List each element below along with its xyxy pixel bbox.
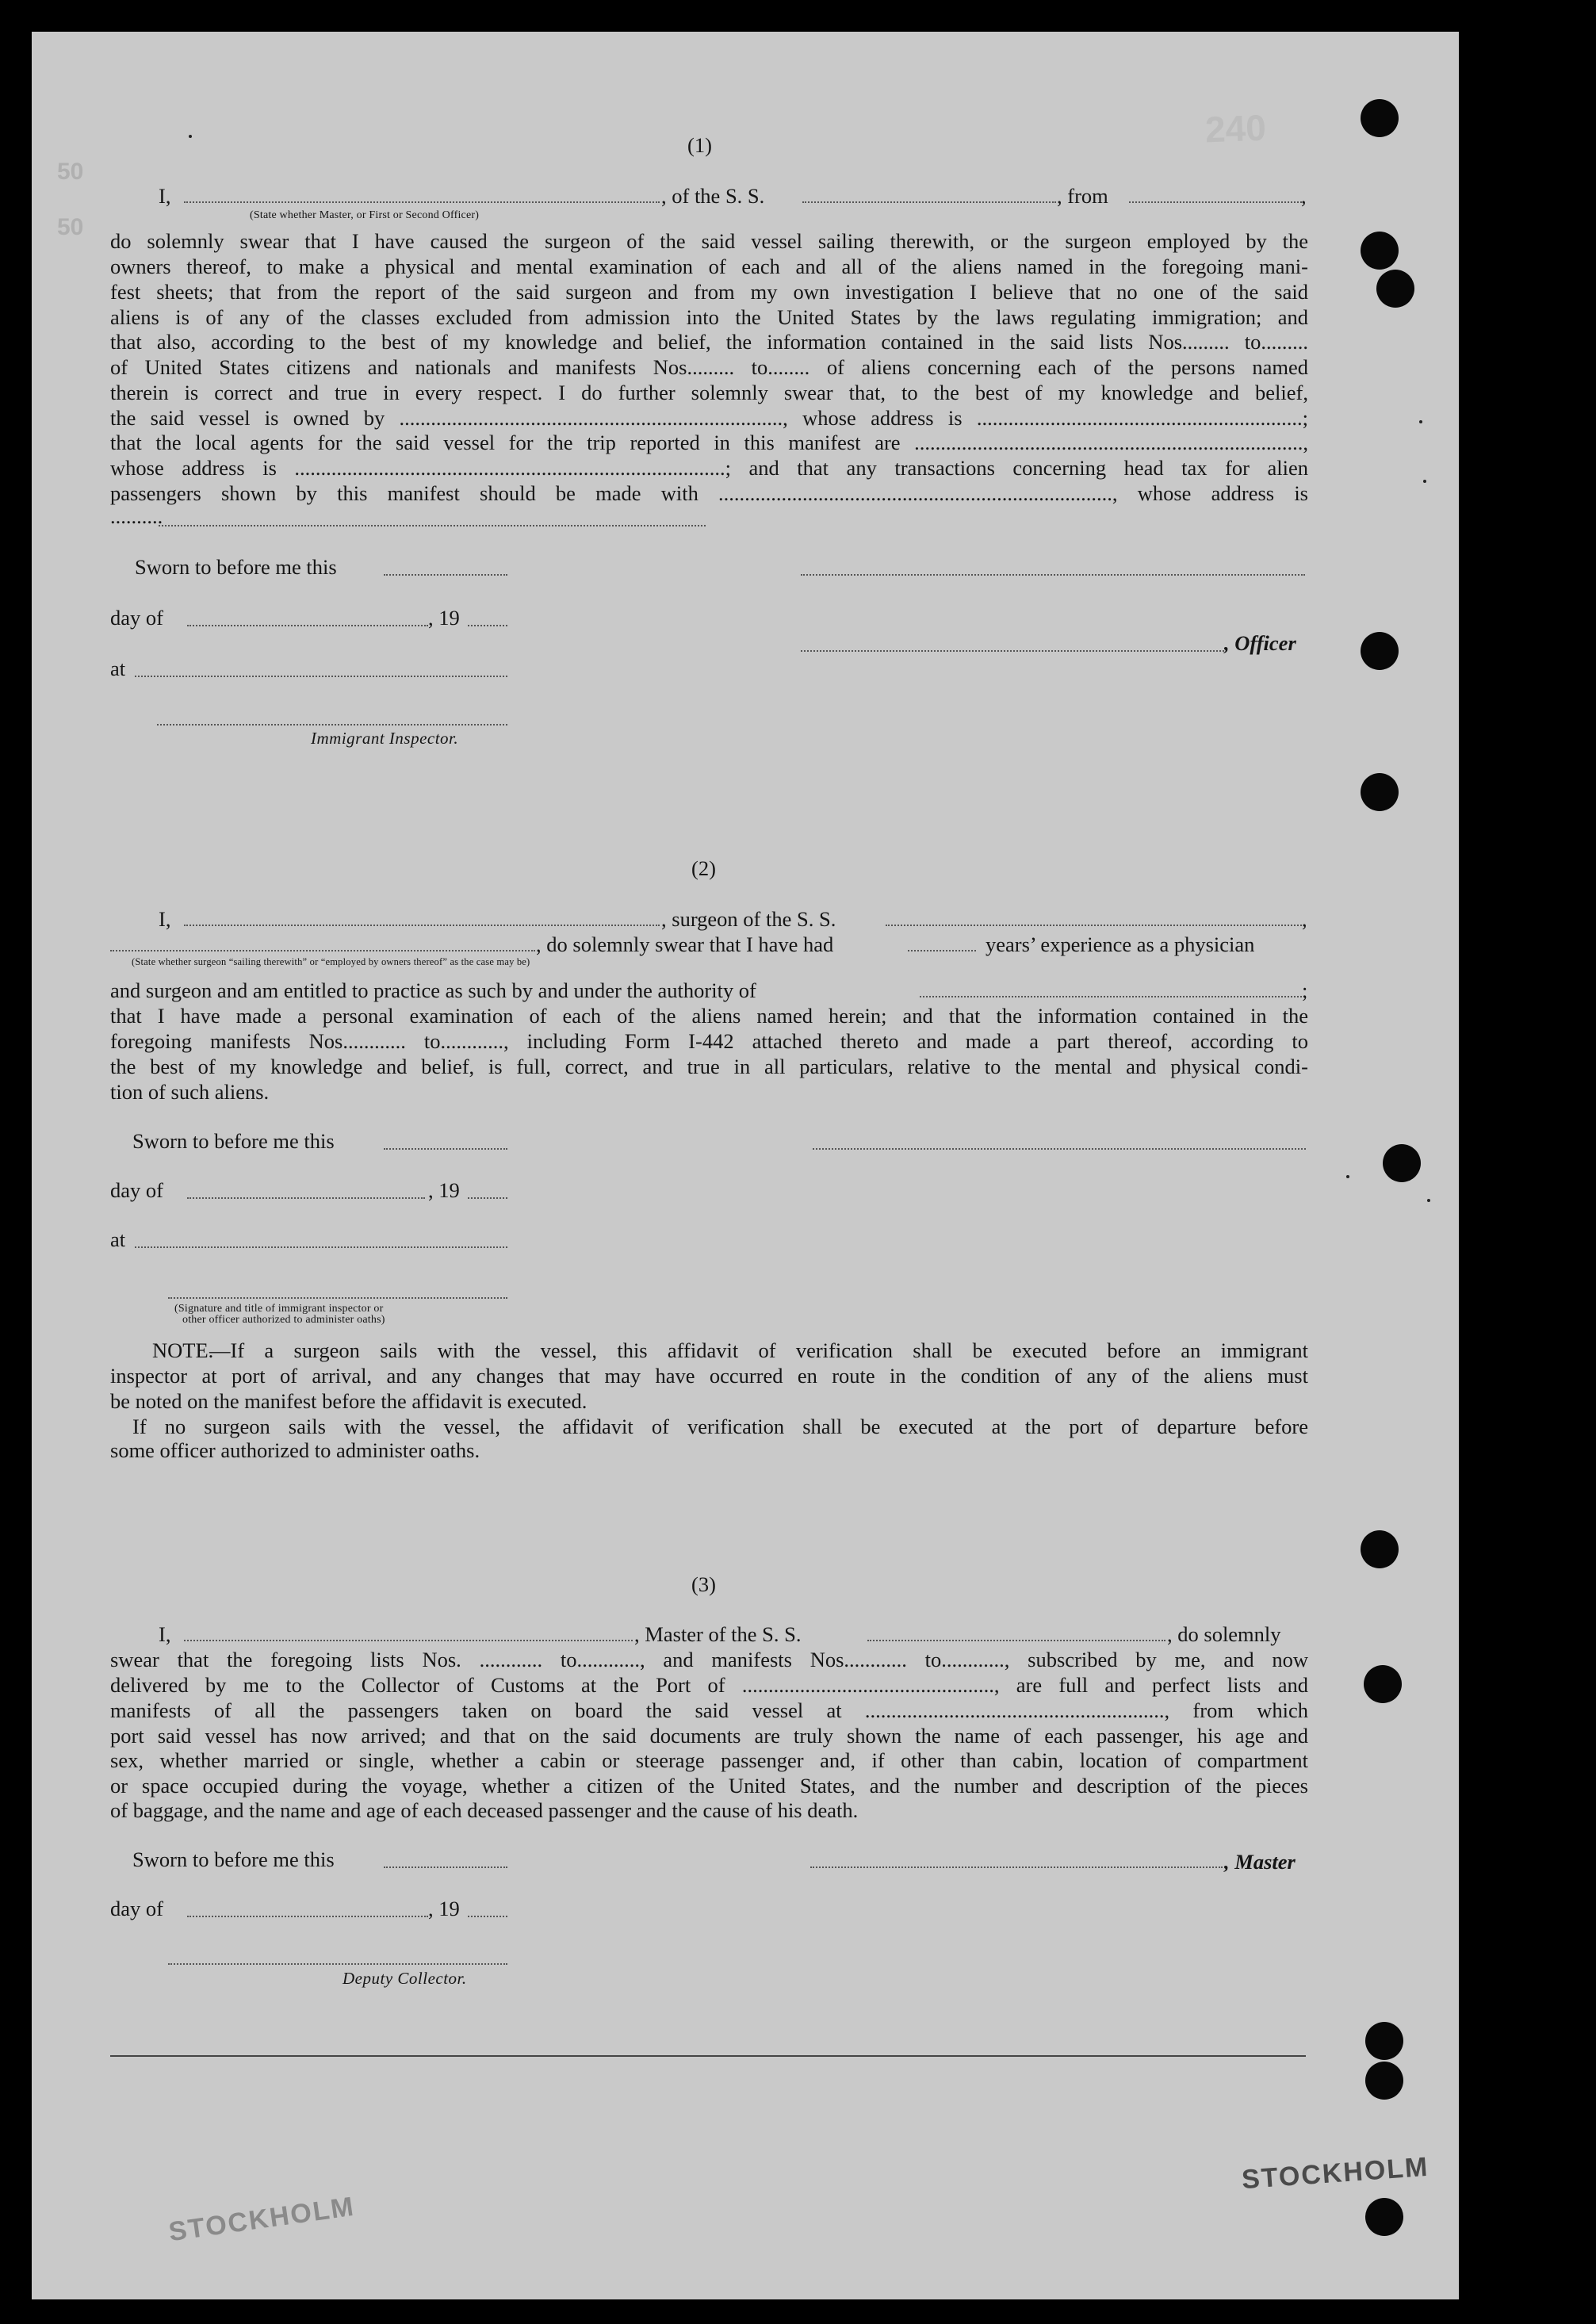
punch-hole <box>1361 1530 1399 1568</box>
sworn-label: Sworn to before me this <box>132 1847 335 1871</box>
year-label: , 19 <box>428 1178 460 1202</box>
oath-line: that also, according to the best of my knowledge and belief, the information contained in the said lists Nos......... to......... <box>110 330 1308 354</box>
oath-line: of baggage, and the name and age of each deceased passenger and the cause of his death. <box>110 1798 859 1822</box>
note-line: If no surgeon sails with the vessel, the affidavit of verification shall be executed at the port of departure before <box>132 1415 1308 1438</box>
oath-line: the best of my knowledge and belief, is full, correct, and true in all particulars, relative to the mental and physical condi- <box>110 1055 1308 1078</box>
experience-label: years’ experience as a physician <box>986 932 1255 956</box>
name-blank[interactable] <box>184 201 660 203</box>
stockholm-stamp: STOCKHOLM <box>166 2191 357 2248</box>
swear-label: , do solemnly swear that I have had <box>536 932 834 956</box>
year-blank[interactable] <box>468 625 507 626</box>
oath-line: tion of such aliens. <box>110 1080 270 1104</box>
signature-caption: other officer authorized to administer oaths) <box>182 1314 385 1326</box>
deputy-collector-label: Deputy Collector. <box>343 1969 467 1988</box>
master-name-blank[interactable] <box>184 1640 633 1641</box>
section-1-comma: , <box>1301 184 1307 208</box>
month-blank[interactable] <box>187 1197 425 1199</box>
speck <box>1346 1175 1349 1178</box>
note-line: inspector at port of arrival, and any changes that may have occurred en route in the condition of any of the aliens must <box>110 1364 1308 1388</box>
oath-line: or space occupied during the voyage, whether a citizen of the United States, and the number and description of the pieces <box>110 1774 1308 1798</box>
punch-hole <box>1361 632 1399 670</box>
punch-hole <box>1376 270 1414 308</box>
section-2-i-label: I, <box>159 907 171 931</box>
section-1-i-label: I, <box>159 184 171 208</box>
oath-line: sex, whether married or single, whether a cabin or steerage passenger and, if other than cabin, location of compartment <box>110 1748 1308 1772</box>
bleed-through-mark: 50 <box>57 159 84 185</box>
oath-line: owners thereof, to make a physical and mental examination of each and all of the aliens named in the foregoing mani- <box>110 255 1308 278</box>
inspector-signature-blank[interactable] <box>168 1297 507 1299</box>
day-of-label: day of <box>110 1178 163 1202</box>
surgeon-status-caption: (State whether surgeon “sailing therewith” or “employed by owners thereof” as the case may be) <box>132 956 530 967</box>
agent-address-blank[interactable] <box>159 525 706 526</box>
oath-line: that I have made a personal examination of each of the aliens named herein; and that the information contained in the <box>110 1004 1308 1028</box>
inspector-signature-blank[interactable] <box>157 724 507 726</box>
note-label: NOTE. <box>152 1338 214 1362</box>
punch-hole <box>1365 2062 1403 2100</box>
place-blank[interactable] <box>135 676 507 677</box>
section-1-from: , from <box>1057 184 1108 208</box>
oath-line: passengers shown by this manifest should be made with ..........................................................................., whose address is <box>110 481 1308 505</box>
oath-line: fest sheets; that from the report of the said surgeon and from my own investigation I believe that no one of the said <box>110 280 1308 304</box>
month-blank[interactable] <box>187 625 428 626</box>
officer-label: , Officer <box>1224 631 1296 655</box>
at-label: at <box>110 1227 126 1251</box>
master-of-label: , Master of the S. S. <box>634 1622 802 1646</box>
oath-line: of United States citizens and nationals and manifests Nos......... to........ of aliens concerning each of the persons named <box>110 355 1308 379</box>
speck <box>189 135 192 138</box>
oath-line: swear that the foregoing lists Nos. ............ to............, and manifests Nos............ to............, subscribed by me, and now <box>110 1648 1308 1671</box>
section-3-i-label: I, <box>159 1622 171 1646</box>
sworn-date-blank[interactable] <box>384 574 507 576</box>
immigrant-inspector-label: Immigrant Inspector. <box>311 729 459 748</box>
sworn-date-blank[interactable] <box>384 1866 507 1868</box>
oath-line: .......... <box>110 504 163 528</box>
at-label: at <box>110 657 126 680</box>
note-line: —If a surgeon sails with the vessel, this affidavit of verification shall be executed before an immigrant <box>209 1338 1308 1362</box>
note-line: be noted on the manifest before the affidavit is executed. <box>110 1389 587 1413</box>
section-1-number: (1) <box>687 133 712 157</box>
oath-line: delivered by me to the Collector of Customs at the Port of ................................................, are full and perfect lists and <box>110 1673 1308 1697</box>
oath-line: manifests of all the passengers taken on board the said vessel at ........................................................., from which <box>110 1698 1308 1722</box>
oath-line: aliens is of any of the classes excluded from admission into the United States by the laws regulating immigration; and <box>110 305 1308 329</box>
officer-signature-blank[interactable] <box>801 574 1305 576</box>
section-2-comma: , <box>1302 907 1307 931</box>
deputy-signature-blank[interactable] <box>168 1963 507 1965</box>
oath-line: whose address is ..................................................................................; and that any transactions concerning head tax for alien <box>110 456 1308 480</box>
section-2-semicolon: ; <box>1302 978 1308 1002</box>
year-blank[interactable] <box>468 1197 507 1199</box>
bottom-rule <box>110 2055 1306 2057</box>
punch-hole <box>1361 773 1399 811</box>
bleed-through-mark: 50 <box>57 214 84 240</box>
officer-name-blank[interactable] <box>801 650 1224 652</box>
section-3-number: (3) <box>691 1572 716 1596</box>
punch-hole <box>1365 2198 1403 2236</box>
month-blank[interactable] <box>187 1916 428 1917</box>
do-solemnly-label: , do solemnly <box>1167 1622 1281 1646</box>
punch-hole <box>1383 1144 1421 1182</box>
master-label: , Master <box>1224 1850 1296 1874</box>
section-1-of-ss: , of the S. S. <box>661 184 765 208</box>
oath-line: that the local agents for the said vessel for the trip reported in this manifest are .........................................................................., <box>110 431 1308 454</box>
authority-label: and surgeon and am entitled to practice as such by and under the authority of <box>110 978 756 1002</box>
surgeon-status-blank[interactable] <box>110 950 535 951</box>
oath-line: do solemnly swear that I have caused the surgeon of the said vessel sailing therewith, or the surgeon employed by the <box>110 229 1308 253</box>
note-line: some officer authorized to administer oaths. <box>110 1438 480 1462</box>
officer-title-caption: (State whether Master, or First or Second Officer) <box>250 209 480 221</box>
bleed-through-mark: 240 <box>1204 106 1267 151</box>
vessel-name-blank[interactable] <box>886 925 1302 926</box>
punch-hole <box>1365 2022 1403 2060</box>
oath-line: therein is correct and true in every respect. I do further solemnly swear that, to the best of my knowledge and belief, <box>110 381 1308 404</box>
speck <box>1423 480 1426 483</box>
place-blank[interactable] <box>135 1246 507 1248</box>
oath-line: port said vessel has now arrived; and that on the said documents are truly shown the name of each passenger, his age and <box>110 1724 1308 1748</box>
sworn-label: Sworn to before me this <box>135 555 337 579</box>
departure-port-blank[interactable] <box>1129 201 1302 203</box>
stockholm-stamp: STOCKHOLM <box>1240 2151 1430 2196</box>
vessel-name-blank[interactable] <box>802 201 1056 203</box>
speck <box>1419 420 1422 423</box>
surgeon-name-blank[interactable] <box>184 925 660 926</box>
surgeon-of-label: , surgeon of the S. S. <box>661 907 836 931</box>
section-2-number: (2) <box>691 856 716 880</box>
years-experience-blank[interactable] <box>908 950 976 951</box>
day-of-label: day of <box>110 606 163 630</box>
year-label: , 19 <box>428 1897 460 1920</box>
surgeon-signature-blank[interactable] <box>813 1148 1306 1150</box>
master-signature-blank[interactable] <box>810 1866 1223 1868</box>
sworn-date-blank[interactable] <box>384 1148 507 1150</box>
punch-hole <box>1361 232 1399 270</box>
oath-line: foregoing manifests Nos............ to............, including Form I-442 attached thereto and made a part thereof, according to <box>110 1029 1308 1053</box>
signature-caption: (Signature and title of immigrant inspector or <box>174 1303 384 1315</box>
day-of-label: day of <box>110 1897 163 1920</box>
authority-blank[interactable] <box>920 996 1302 997</box>
punch-hole <box>1364 1665 1402 1703</box>
sworn-label: Sworn to before me this <box>132 1129 335 1153</box>
year-blank[interactable] <box>468 1916 507 1917</box>
vessel-name-blank[interactable] <box>867 1640 1165 1641</box>
year-label: , 19 <box>428 606 460 630</box>
oath-line: the said vessel is owned by ........................................................................., whose address is ..............................................................; <box>110 406 1308 430</box>
punch-hole <box>1361 99 1399 137</box>
speck <box>1427 1199 1430 1202</box>
